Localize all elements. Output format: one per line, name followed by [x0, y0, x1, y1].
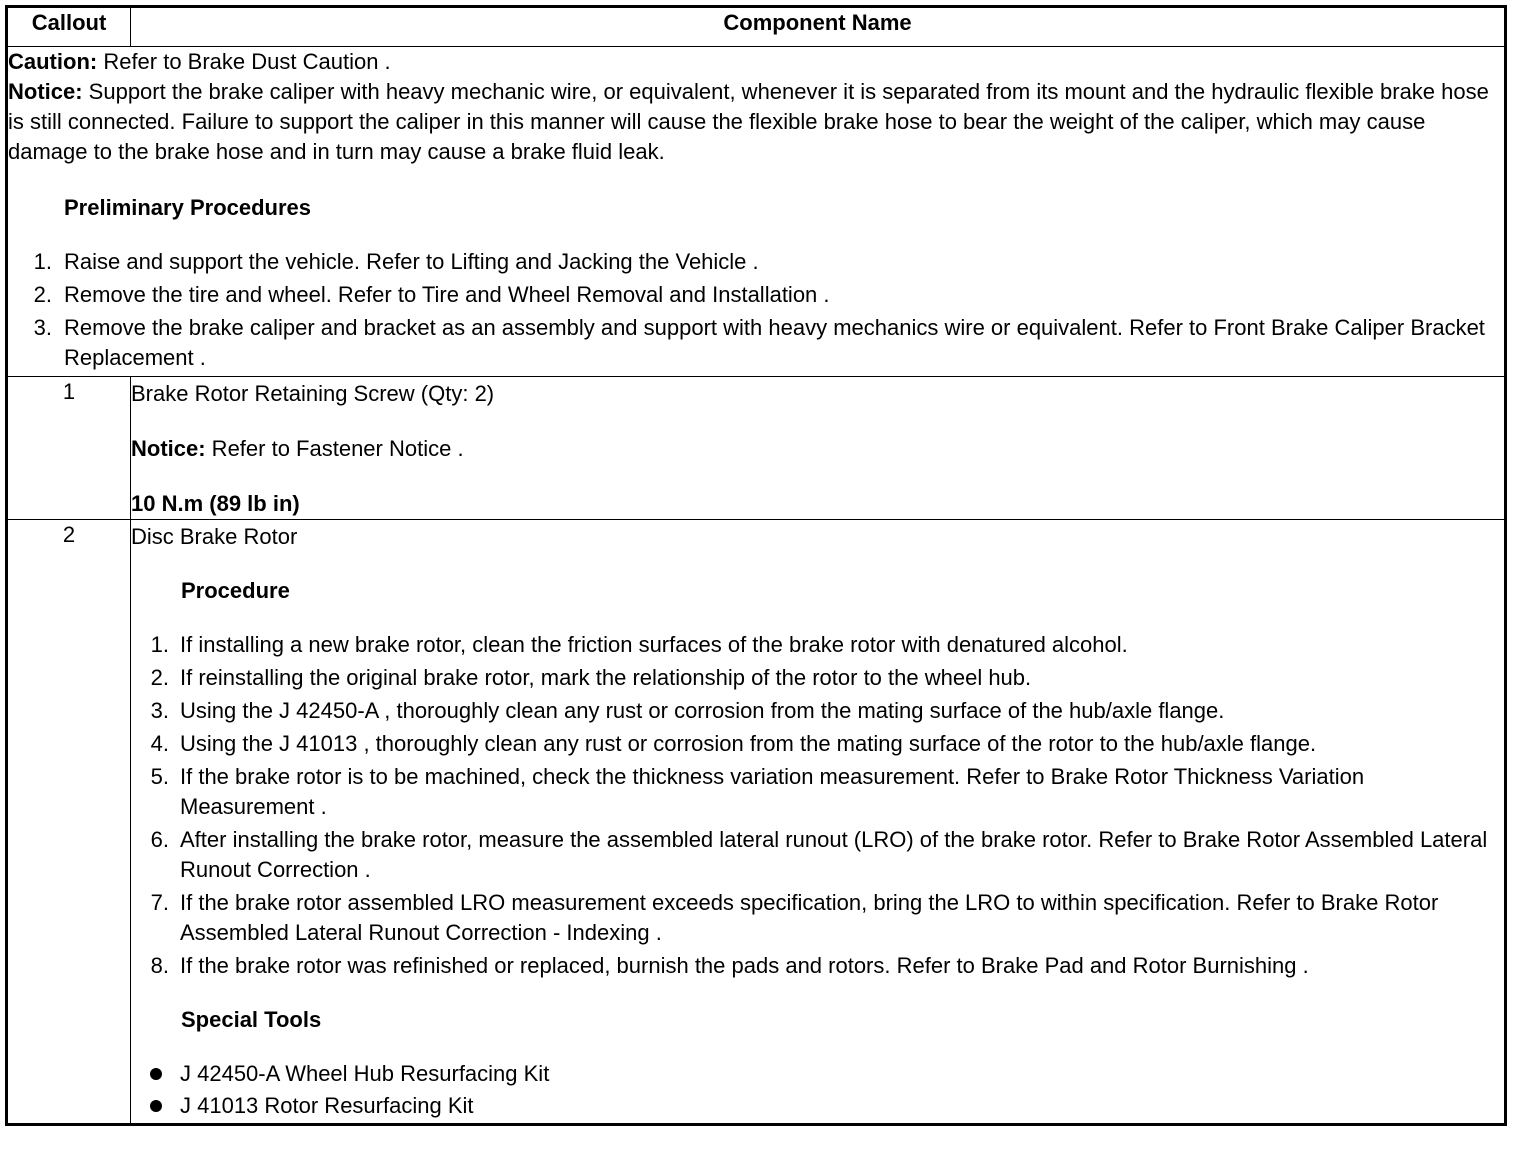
list-item: 3. Remove the brake caliper and bracket as an assembly and support with heavy mechanics wire or equivalent. Refer to Front Brake Caliper Bracket Replacement .: [33, 315, 1485, 370]
list-item: J 42450-A Wheel Hub Resurfacing Kit: [131, 1059, 1504, 1089]
list-item: 2. Remove the tire and wheel. Refer to Tire and Wheel Removal and Installation .: [33, 282, 830, 307]
component-title: Brake Rotor Retaining Screw (Qty: 2): [131, 381, 495, 406]
callout-header: Callout: [7, 7, 131, 47]
list-item: 1. Raise and support the vehicle. Refer to Lifting and Jacking the Vehicle .: [33, 249, 759, 274]
caution-label: Caution:: [8, 49, 98, 74]
special-tools-heading: Special Tools: [181, 1007, 322, 1032]
table-row: [7, 377, 1506, 520]
preliminary-heading: Preliminary Procedures: [64, 195, 312, 220]
intro-cell: [7, 47, 1506, 377]
list-item: 7. If the brake rotor assembled LRO measurement exceeds specification, bring the LRO to within specification. Refer to Brake Rotor Assembled Lateral Runout Correction - Indexing .: [150, 890, 1439, 945]
list-item: 6. After installing the brake rotor, measure the assembled lateral runout (LRO) of the brake rotor. Refer to Brake Rotor Assembled Lateral Runout Correction .: [150, 827, 1488, 882]
notice-paragraph: [8, 77, 1504, 167]
caution-line: [8, 47, 1504, 77]
callout-1: 1: [7, 377, 131, 520]
fastener-notice: [131, 434, 1504, 464]
procedure-steps: [131, 630, 1504, 981]
list-item: 5. If the brake rotor is to be machined, check the thickness variation measurement. Refer to Brake Rotor Thickness Variation Measurement .: [150, 764, 1365, 819]
caution-text: Refer to Brake Dust Caution .: [97, 49, 391, 74]
component-cell-1: [131, 377, 1506, 520]
notice-text: Refer to Fastener Notice .: [205, 436, 464, 461]
table-row: [7, 520, 1506, 1125]
component-title: Disc Brake Rotor: [131, 524, 298, 549]
list-item: 3. Using the J 42450-A , thoroughly clean any rust or corrosion from the mating surface of the hub/axle flange.: [150, 698, 1225, 723]
callout-2: 2: [7, 520, 131, 1125]
component-name-header: Component Name: [131, 7, 1506, 47]
preliminary-steps: [8, 247, 1504, 373]
list-item: 4. Using the J 41013 , thoroughly clean any rust or corrosion from the mating surface of the rotor to the hub/axle flange.: [150, 731, 1317, 756]
list-item: J 41013 Rotor Resurfacing Kit: [131, 1091, 1504, 1121]
component-cell-2: [131, 520, 1506, 1125]
notice-label: Notice:: [8, 79, 83, 104]
list-item: 1. If installing a new brake rotor, clean the friction surfaces of the brake rotor with denatured alcohol.: [150, 632, 1128, 657]
notice-text: Support the brake caliper with heavy mechanic wire, or equivalent, whenever it is separated from its mount and the hydraulic flexible brake hose is still connected. Failure to support the caliper in this manner will cause the flexible brake hose to bear the weight of the caliper, which may cause damage to the brake hose and in turn may cause a brake fluid leak.: [8, 79, 1489, 164]
list-item: 2. If reinstalling the original brake rotor, mark the relationship of the rotor to the wheel hub.: [150, 665, 1032, 690]
list-item: 8. If the brake rotor was refinished or replaced, burnish the pads and rotors. Refer to Brake Pad and Rotor Burnishing .: [150, 953, 1309, 978]
component-table: [5, 5, 1507, 1126]
bullet-icon: [131, 1059, 180, 1089]
header-row: [7, 7, 1506, 47]
special-tools-list: [131, 1059, 1504, 1121]
bullet-icon: [131, 1091, 180, 1121]
torque-spec: 10 N.m (89 lb in): [131, 491, 300, 516]
procedure-heading: Procedure: [181, 578, 290, 603]
intro-row: [7, 47, 1506, 377]
notice-label: Notice:: [131, 436, 206, 461]
